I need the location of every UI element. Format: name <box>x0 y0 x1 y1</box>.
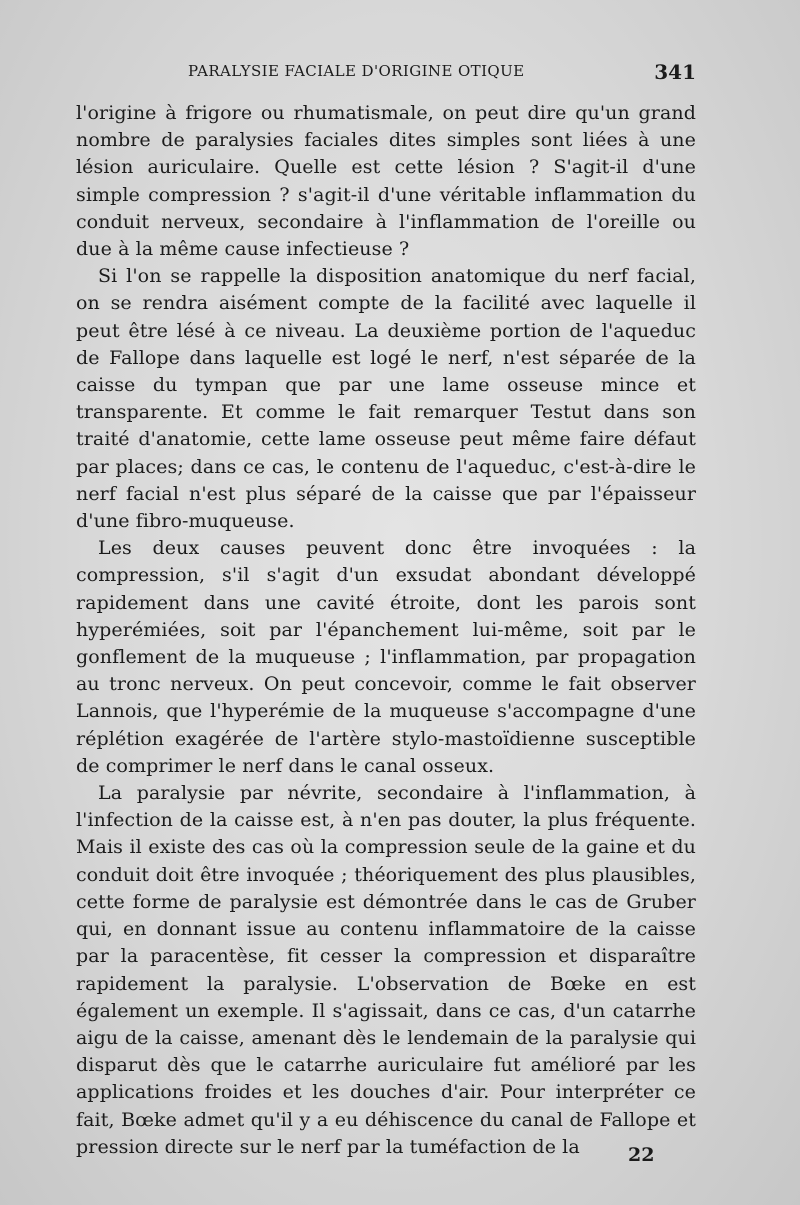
signature-mark: 22 <box>628 1144 655 1166</box>
paragraph-2: Si l'on se rappelle la disposition anatomique du nerf facial, on se rendra aisément compte de la facilité avec laquelle il peut être lésé à ce niveau. La deuxième portion de l'aqueduc de Fallope dans laquelle est logé le nerf, n'est séparée de la caisse du tympan que par une lame osseuse mince et transparente. Et comme le fait remarquer Testut dans son traité d'anatomie, cette lame osseuse peut même faire défaut par places; dans ce cas, le contenu de l'aqueduc, c'est-à-dire le nerf facial n'est plus séparé de la caisse que par l'épaisseur d'une fibro-muqueuse. <box>76 265 696 533</box>
paragraph-3: Les deux causes peuvent donc être invoquées : la compression, s'il s'agit d'un exsudat abondant développé rapidement dans une cavité étroite, dont les parois sont hyperémiées, soit par l'épanchement lui-même, soit par le gonflement de la muqueuse ; l'inflammation, par propagation au tronc nerveux. On peut concevoir, comme le fait observer Lannois, que l'hyperémie de la muqueuse s'accompagne d'une réplétion exagérée de l'artère stylo-mastoïdienne susceptible de comprimer le nerf dans le canal osseux. <box>76 537 696 777</box>
body-text <box>76 100 696 1161</box>
page-number: 341 <box>654 60 696 84</box>
paragraph-4: La paralysie par névrite, secondaire à l'inflammation, à l'infection de la caisse est, à n'en pas douter, la plus fréquente. Mais il existe des cas où la compression seule de la gaine et du conduit doit être invoquée ; théoriquement des plus plausibles, cette forme de paralysie est démontrée dans le cas de Gruber qui, en donnant issue au contenu inflammatoire de la caisse par la paracentèse, fit cesser la compression et disparaître rapidement la paralysie. L'observation de Bœke en est également un exemple. Il s'agissait, dans ce cas, d'un catarrhe aigu de la caisse, amenant dès le lendemain de la paralysie qui disparut dès que le catarrhe auriculaire fut amélioré par les applications froides et les douches d'air. Pour interpréter ce fait, Bœke admet qu'il y a eu déhiscence du canal de Fallope et pression directe sur le nerf par la tuméfaction de la <box>76 782 696 1158</box>
running-title: PARALYSIE FACIALE D'ORIGINE OTIQUE <box>188 62 525 80</box>
paragraph-1: l'origine à frigore ou rhumatismale, on peut dire qu'un grand nombre de paralysies faciales dites simples sont liées à une lésion auriculaire. Quelle est cette lésion ? S'agit-il d'une simple compression ? s'agit-il d'une véritable inflammation du conduit nerveux, secondaire à l'inflammation de l'oreille ou due à la même cause infectieuse ? <box>76 102 696 261</box>
running-head <box>76 62 696 86</box>
